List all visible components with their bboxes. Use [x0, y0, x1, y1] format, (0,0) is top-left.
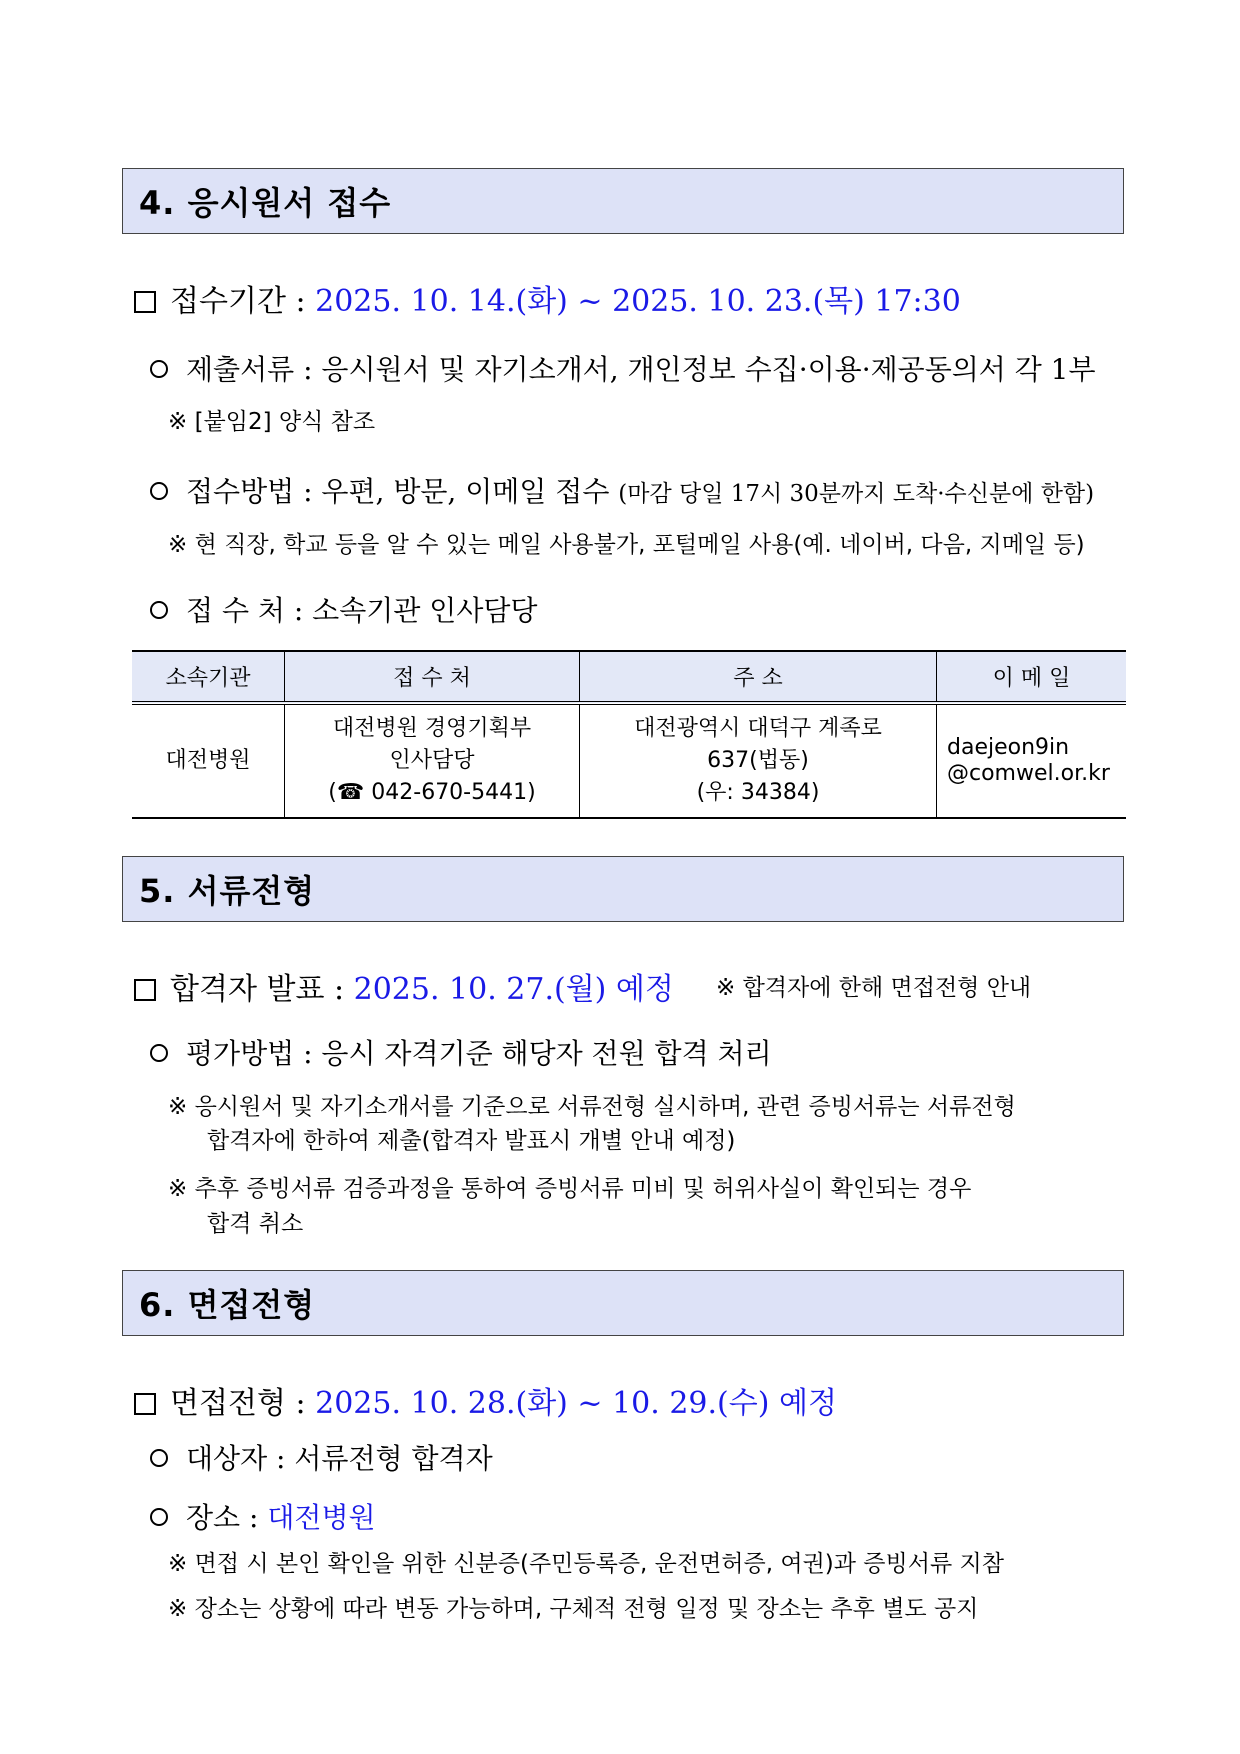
screening-note-2: ※ 추후 증빙서류 검증과정을 통하여 증빙서류 미비 및 허위사실이 확인되는 경우: [168, 1176, 972, 1202]
screening-note-2-cont: 합격 취소: [207, 1211, 304, 1237]
reception-place: 접 수 처 : 소속기관 인사담당: [150, 589, 537, 629]
reception-table: [132, 650, 1126, 819]
circle-bullet-icon: [150, 360, 168, 378]
phone-number: (☎ 042-670-5441): [328, 780, 536, 805]
circle-bullet-icon: [150, 482, 168, 500]
checkbox-square-icon: [134, 979, 156, 1001]
circle-bullet-icon: [150, 1449, 168, 1467]
table-row: [132, 703, 1126, 818]
submission-documents: 제출서류 : 응시원서 및 자기소개서, 개인정보 수집·이용·제공동의서 각 1부: [150, 348, 1096, 388]
checkbox-square-icon: [134, 1393, 156, 1415]
section-6-header: [122, 1270, 1124, 1336]
col-header-org: 소속기관: [132, 651, 285, 703]
documents-note: ※ [붙임2] 양식 참조: [168, 409, 376, 435]
table-header-row: [132, 651, 1126, 703]
cell-email: daejeon9in @comwel.or.kr: [937, 703, 1127, 818]
circle-bullet-icon: [150, 601, 168, 619]
pass-announcement: 합격자 발표 : 2025. 10. 27.(월) 예정: [134, 964, 674, 1008]
col-header-email: 이 메 일: [937, 651, 1127, 703]
section-4-header: [122, 168, 1124, 234]
method-note: ※ 현 직장, 학교 등을 알 수 있는 메일 사용불가, 포털메일 사용(예. 네이버, 다음, 지메일 등): [168, 532, 1085, 558]
evaluation-method: 평가방법 : 응시 자격기준 해당자 전원 합격 처리: [150, 1032, 772, 1072]
cell-receiver: 대전병원 경영기획부 인사담당 (☎ 042-670-5441): [285, 703, 580, 818]
section-5-header: [122, 856, 1124, 922]
section-6-title: 6. 면접전형: [139, 1286, 316, 1324]
screening-note-1-cont: 합격자에 한하여 제출(합격자 발표시 개별 안내 예정): [207, 1128, 736, 1154]
screening-note-1: ※ 응시원서 및 자기소개서를 기준으로 서류전형 실시하며, 관련 증빙서류는 서류전형: [168, 1094, 1016, 1120]
interview-target: 대상자 : 서류전형 합격자: [150, 1437, 493, 1477]
reception-method: 접수방법 : 우편, 방문, 이메일 접수 (마감 당일 17시 30분까지 도착·수신분에 한함): [150, 470, 1094, 510]
col-header-receiver: 접 수 처: [285, 651, 580, 703]
interview-venue: 장소 : 대전병원: [150, 1496, 376, 1536]
pass-announcement-value: 2025. 10. 27.(월) 예정: [353, 972, 674, 1007]
interview-schedule: 면접전형 : 2025. 10. 28.(화) ~ 10. 29.(수) 예정: [134, 1378, 837, 1422]
circle-bullet-icon: [150, 1508, 168, 1526]
circle-bullet-icon: [150, 1044, 168, 1062]
col-header-address: 주 소: [580, 651, 937, 703]
venue-value: 대전병원: [267, 1501, 376, 1534]
checkbox-square-icon: [134, 291, 156, 313]
section-5-title: 5. 서류전형: [139, 872, 316, 910]
reception-period: 접수기간 : 2025. 10. 14.(화) ~ 2025. 10. 23.(목) 17:30: [134, 276, 961, 320]
interview-schedule-value: 2025. 10. 28.(화) ~ 10. 29.(수) 예정: [315, 1386, 837, 1421]
cell-org: 대전병원: [132, 703, 285, 818]
section-4-title: 4. 응시원서 접수: [139, 184, 392, 222]
interview-note-1: ※ 면접 시 본인 확인을 위한 신분증(주민등록증, 운전면허증, 여권)과 증빙서류 지참: [168, 1551, 1004, 1577]
announcement-note: ※ 합격자에 한해 면접전형 안내: [716, 975, 1032, 1001]
cell-address: 대전광역시 대덕구 계족로 637(법동) (우: 34384): [580, 703, 937, 818]
reception-period-value: 2025. 10. 14.(화) ~ 2025. 10. 23.(목) 17:30: [315, 284, 961, 319]
interview-note-2: ※ 장소는 상황에 따라 변동 가능하며, 구체적 전형 일정 및 장소는 추후 별도 공지: [168, 1596, 979, 1622]
